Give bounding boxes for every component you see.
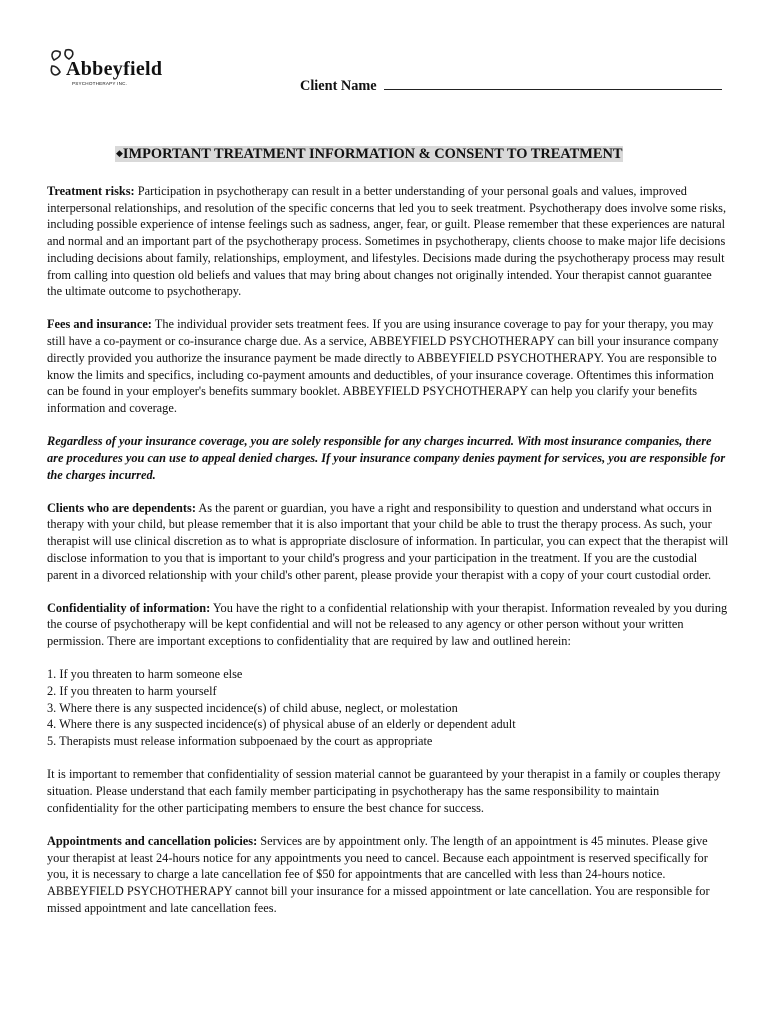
- document-body: [47, 183, 729, 933]
- list-item: 3. Where there is any suspected incidence(s) of child abuse, neglect, or molestation: [47, 700, 458, 715]
- confidentiality-label: Confidentiality of information:: [47, 600, 211, 615]
- family-therapy-paragraph: It is important to remember that confidentiality of session material cannot be guaranteed by your therapist in a family or couples therapy situation. Please understand that each family member participating in psychotherapy has the same responsibility to maintain confidentiality for the other participating members to ensure the best chance for success.: [47, 767, 721, 815]
- treatment-risks-text: Participation in psychotherapy can result in a better understanding of your personal goals and values, improved interpersonal relationships, and resolution of the specific concerns that led you to seek treatment. Psychotherapy does involve some risks, including possible experience of intense feelings such as sadness, anger, fear, or guilt. Please remember that these experiences are natural and normal and an important part of the psychotherapy process. Sometimes in psychotherapy, clients choose to make major life decisions including decisions about family, relationships, employment, and lifestyles. Decisions made during the psychotherapy process may result from calling into question old beliefs and values that may bring about changes not originally intended. Your therapist cannot guarantee the ultimate outcome to psychotherapy.: [47, 184, 727, 299]
- page-title: [115, 146, 623, 163]
- appointments-paragraph: [47, 833, 729, 917]
- treatment-risks-label: Treatment risks:: [47, 184, 135, 198]
- client-name-label: Client Name: [300, 78, 377, 94]
- appointments-text: Services are by appointment only. The length of an appointment is 45 minutes. Please give your therapist at least 24-hours notice for any appointments you need to cancel. Because each appointment is reserved specifically for you, it is necessary to charge a late cancellation fee of $50 for appointments that are cancelled with less than 24-hours notice. ABBEYFIELD PSYCHOTHERAPY cannot bill your insurance for a missed appointment or late cancellation. You are responsible for missed appointment and late cancellation fees.: [47, 834, 710, 915]
- logo: [48, 46, 178, 88]
- fees-insurance-paragraph: [47, 316, 729, 416]
- dependents-label: Clients who are dependents:: [47, 500, 196, 515]
- confidentiality-text: You have the right to a confidential relationship with your therapist. Information revealed by you during the course of psychotherapy will be kept confidential and will not be released to any agency or other person without your written permission. There are important exceptions to confidentiality that are required by law and outlined herein:: [47, 600, 728, 649]
- appointments-label: Appointments and cancellation policies:: [47, 834, 258, 848]
- logo-name: Abbeyfield: [66, 58, 163, 80]
- list-item: 4. Where there is any suspected incidence(s) of physical abuse of an elderly or dependent adult: [47, 717, 516, 732]
- page-title-text: IMPORTANT TREATMENT INFORMATION & CONSENT TO TREATMENT: [122, 146, 623, 162]
- confidentiality-exceptions-list: [47, 666, 729, 750]
- list-item: 2. If you threaten to harm yourself: [47, 684, 217, 699]
- confidentiality-paragraph: [47, 600, 729, 650]
- diamond-bullet-icon: ◆: [116, 148, 123, 158]
- treatment-risks-paragraph: [47, 183, 729, 300]
- list-item: 5. Therapists must release information subpoenaed by the court as appropriate: [47, 734, 433, 749]
- list-item: 1. If you threaten to harm someone else: [47, 667, 243, 682]
- client-name-field: [300, 77, 722, 95]
- logo-subtitle: PSYCHOTHERAPY INC.: [72, 81, 128, 86]
- dependents-paragraph: [47, 500, 729, 584]
- client-name-blank[interactable]: [384, 77, 722, 90]
- fees-insurance-label: Fees and insurance:: [47, 317, 152, 332]
- dependents-text: As the parent or guardian, you have a right and responsibility to question and understand what occurs in therapy with your child, but please remember that it is also important that your child be able to trust the therapy process. As such, your therapist will use clinical discretion as to what is appropriate disclosure of information. In particular, you can expect that the therapist will disclose information to you that is important to your child's progress and your participation in the treatment. If you are the custodial parent in a divorced relationship with your child's other parent, please provide your therapist with a copy of your court custodial order.: [47, 500, 729, 582]
- fees-insurance-text: The individual provider sets treatment fees. If you are using insurance coverage to pay for your therapy, you may still have a co-payment or co-insurance charge due. As a service, ABBEYFIELD PSYCHOTHERAPY can bill your insurance company directly provided you authorize the insurance payment be made directly to ABBEYFIELD PSYCHOTHERAPY. You are responsible to know the limits and specifics, including co-payment amounts and deductibles, of your insurance coverage. Oftentimes this information can be found in your employer's benefits summary booklet. ABBEYFIELD PSYCHOTHERAPY can help you clarify your benefits information and coverage.: [47, 317, 719, 415]
- insurance-responsibility-note: Regardless of your insurance coverage, you are solely responsible for any charges incurred. With most insurance companies, there are procedures you can use to appeal denied charges. If your insurance company denies payment for services, you are responsible for the charges incurred.: [47, 434, 726, 482]
